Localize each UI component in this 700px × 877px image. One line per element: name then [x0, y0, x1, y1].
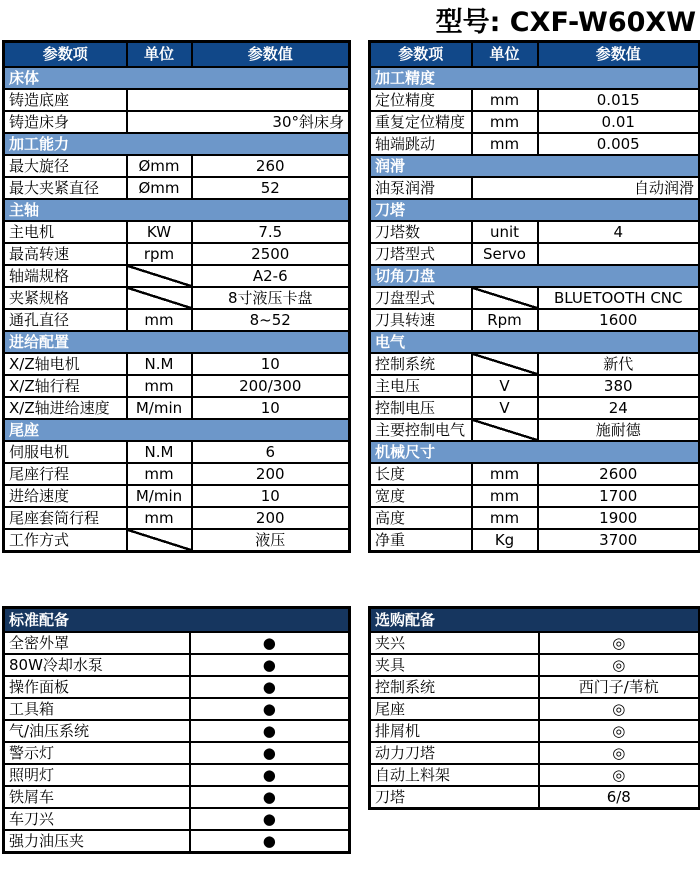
parameter-name: 通孔直径	[4, 309, 127, 331]
table-row	[4, 507, 350, 529]
table-row	[370, 786, 700, 809]
parameter-name: 最高转速	[4, 243, 127, 265]
parameter-value: 2500	[192, 243, 350, 265]
model-title: 型号: CXF-W60XW	[435, 7, 696, 38]
equipment-name: 警示灯	[4, 742, 190, 764]
equipment-name: 照明灯	[4, 764, 190, 786]
table-row	[4, 830, 350, 853]
parameter-unit: N.M	[127, 441, 192, 463]
parameter-unit: Rpm	[472, 309, 538, 331]
equipment-mark: ●	[190, 830, 350, 853]
left-spec-body	[4, 67, 350, 552]
equipment-name: 刀塔	[370, 786, 539, 809]
parameter-value: 1600	[538, 309, 700, 331]
table-row	[370, 632, 700, 654]
table-row	[370, 463, 700, 485]
table-row	[4, 441, 350, 463]
parameter-value: 24	[538, 397, 700, 419]
parameter-name: 定位精度	[370, 89, 472, 111]
equipment-mark: ●	[190, 632, 350, 654]
parameter-value: 380	[538, 375, 700, 397]
parameter-value: 0.005	[538, 133, 700, 155]
parameter-name: X/Z轴进给速度	[4, 397, 127, 419]
right-spec-table	[368, 40, 700, 553]
parameter-value: 200/300	[192, 375, 350, 397]
parameter-unit: N.M	[127, 353, 192, 375]
equipment-mark: ●	[190, 676, 350, 698]
parameter-value: 施耐德	[538, 419, 700, 441]
parameter-name: 铸造底座	[4, 89, 127, 111]
equipment-mark: ◎	[539, 742, 700, 764]
table-row	[370, 485, 700, 507]
standard-equipment-table	[2, 606, 351, 854]
parameter-name: 最大旋径	[4, 155, 127, 177]
table-row	[370, 89, 700, 111]
section-label: 加工能力	[4, 133, 350, 155]
parameter-value: 0.01	[538, 111, 700, 133]
parameter-value: 200	[192, 507, 350, 529]
parameter-value: 6	[192, 441, 350, 463]
parameter-name: 宽度	[370, 485, 472, 507]
table-row	[370, 353, 700, 375]
parameter-name: 夹紧规格	[4, 287, 127, 309]
section-label: 切角刀盘	[370, 265, 700, 287]
equipment-name: 全密外罩	[4, 632, 190, 654]
table-row	[4, 463, 350, 485]
parameter-name: 伺服电机	[4, 441, 127, 463]
table-row	[370, 221, 700, 243]
parameter-unit: mm	[472, 111, 538, 133]
section-label: 加工精度	[370, 67, 700, 89]
parameter-value: 2600	[538, 463, 700, 485]
optional-equipment-table	[368, 606, 700, 810]
section-label: 电气	[370, 331, 700, 353]
col-header-unit: 单位	[472, 42, 538, 67]
parameter-value: 新代	[538, 353, 700, 375]
unit-not-applicable-diagonal	[127, 287, 192, 309]
parameter-unit: mm	[472, 133, 538, 155]
parameter-name: 净重	[370, 529, 472, 552]
parameter-name: 轴端规格	[4, 265, 127, 287]
table-row	[4, 786, 350, 808]
table-row	[4, 764, 350, 786]
header-row	[4, 608, 350, 632]
header-row	[370, 608, 700, 632]
table-row	[370, 419, 700, 441]
equipment-mark: ◎	[539, 720, 700, 742]
col-header-value: 参数值	[192, 42, 350, 67]
parameter-value: BLUETOOTH CNC	[538, 287, 700, 309]
parameter-name: 主电机	[4, 221, 127, 243]
parameter-name: 尾座行程	[4, 463, 127, 485]
table-row	[4, 375, 350, 397]
equipment-mark: ●	[190, 720, 350, 742]
table-row	[370, 243, 700, 265]
section-row	[370, 199, 700, 221]
parameter-value: 8~52	[192, 309, 350, 331]
equipment-name: 夹兴	[370, 632, 539, 654]
parameter-unit: mm	[472, 485, 538, 507]
parameter-name: 重复定位精度	[370, 111, 472, 133]
parameter-name: 刀盘型式	[370, 287, 472, 309]
equipment-mark: ●	[190, 698, 350, 720]
unit-not-applicable-diagonal	[127, 265, 192, 287]
col-header-parameter: 参数项	[4, 42, 127, 67]
table-row	[4, 742, 350, 764]
equipment-mark: ●	[190, 764, 350, 786]
standard-equipment-body	[4, 632, 350, 853]
unit-not-applicable-diagonal	[127, 529, 192, 552]
parameter-value: 10	[192, 397, 350, 419]
table-row	[4, 265, 350, 287]
optional-equipment-header: 选购配备	[370, 608, 700, 632]
table-row	[4, 720, 350, 742]
section-row	[4, 67, 350, 89]
section-label: 尾座	[4, 419, 350, 441]
col-header-value: 参数值	[538, 42, 700, 67]
equipment-mark: ◎	[539, 632, 700, 654]
parameter-unit: KW	[127, 221, 192, 243]
section-row	[370, 155, 700, 177]
equipment-name: 车刀兴	[4, 808, 190, 830]
parameter-value	[127, 89, 350, 111]
table-row	[4, 353, 350, 375]
section-label: 润滑	[370, 155, 700, 177]
equipment-name: 控制系统	[370, 676, 539, 698]
parameter-name: 主电压	[370, 375, 472, 397]
table-row	[370, 698, 700, 720]
equipment-mark: ●	[190, 654, 350, 676]
section-label: 主轴	[4, 199, 350, 221]
parameter-name: 主要控制电气	[370, 419, 472, 441]
parameter-value: 7.5	[192, 221, 350, 243]
parameter-name: 控制电压	[370, 397, 472, 419]
parameter-name: 工作方式	[4, 529, 127, 552]
table-row	[370, 133, 700, 155]
parameter-name: 控制系统	[370, 353, 472, 375]
table-row	[4, 654, 350, 676]
parameter-name: 刀具转速	[370, 309, 472, 331]
table-row	[4, 177, 350, 199]
table-row	[370, 287, 700, 309]
section-label: 床体	[4, 67, 350, 89]
section-row	[370, 265, 700, 287]
header-row	[370, 42, 700, 67]
table-row	[4, 698, 350, 720]
parameter-unit: V	[472, 375, 538, 397]
section-label: 刀塔	[370, 199, 700, 221]
parameter-value: 1900	[538, 507, 700, 529]
parameter-name: 高度	[370, 507, 472, 529]
parameter-unit: mm	[127, 463, 192, 485]
parameter-name: 轴端跳动	[370, 133, 472, 155]
parameter-name: 刀塔数	[370, 221, 472, 243]
section-row	[4, 199, 350, 221]
parameter-value: 0.015	[538, 89, 700, 111]
equipment-mark: ◎	[539, 698, 700, 720]
col-header-parameter: 参数项	[370, 42, 472, 67]
table-row	[370, 507, 700, 529]
table-row	[370, 177, 700, 199]
parameter-unit: mm	[472, 507, 538, 529]
parameter-name: 尾座套筒行程	[4, 507, 127, 529]
table-row	[4, 243, 350, 265]
equipment-name: 尾座	[370, 698, 539, 720]
section-label: 机械尺寸	[370, 441, 700, 463]
parameter-unit: mm	[472, 89, 538, 111]
table-row	[370, 676, 700, 698]
equipment-name: 操作面板	[4, 676, 190, 698]
equipment-name: 排屑机	[370, 720, 539, 742]
equipment-name: 自动上料架	[370, 764, 539, 786]
parameter-value: 10	[192, 353, 350, 375]
parameter-unit: M/min	[127, 485, 192, 507]
equipment-name: 夹具	[370, 654, 539, 676]
equipment-mark: ●	[190, 742, 350, 764]
parameter-value: A2-6	[192, 265, 350, 287]
parameter-value: 液压	[192, 529, 350, 552]
parameter-value: 1700	[538, 485, 700, 507]
table-row	[370, 375, 700, 397]
left-spec-table	[2, 40, 351, 553]
parameter-name: 铸造床身	[4, 111, 127, 133]
table-row	[4, 287, 350, 309]
unit-not-applicable-diagonal	[472, 419, 538, 441]
table-row	[370, 397, 700, 419]
section-row	[4, 331, 350, 353]
standard-equipment-header: 标准配备	[4, 608, 350, 632]
parameter-value: 30°斜床身	[127, 111, 350, 133]
section-row	[370, 441, 700, 463]
equipment-mark: ●	[190, 808, 350, 830]
parameter-value: 自动润滑	[472, 177, 700, 199]
parameter-unit: Ømm	[127, 177, 192, 199]
parameter-unit: Kg	[472, 529, 538, 552]
unit-not-applicable-diagonal	[472, 287, 538, 309]
table-row	[4, 221, 350, 243]
equipment-name: 工具箱	[4, 698, 190, 720]
parameter-name: 油泵润滑	[370, 177, 472, 199]
table-row	[4, 485, 350, 507]
header-row	[4, 42, 350, 67]
equipment-mark: ◎	[539, 654, 700, 676]
parameter-name: X/Z轴电机	[4, 353, 127, 375]
parameter-value: 3700	[538, 529, 700, 552]
col-header-unit: 单位	[127, 42, 192, 67]
parameter-name: 长度	[370, 463, 472, 485]
section-label: 进给配置	[4, 331, 350, 353]
equipment-name: 铁屑车	[4, 786, 190, 808]
parameter-value: 4	[538, 221, 700, 243]
table-row	[4, 397, 350, 419]
table-row	[370, 764, 700, 786]
section-row	[370, 331, 700, 353]
table-row	[4, 155, 350, 177]
unit-not-applicable-diagonal	[472, 353, 538, 375]
equipment-mark: ◎	[539, 764, 700, 786]
equipment-name: 80W冷却水泵	[4, 654, 190, 676]
table-row	[4, 529, 350, 552]
table-row	[370, 111, 700, 133]
equipment-name: 强力油压夹	[4, 830, 190, 853]
parameter-unit: mm	[127, 507, 192, 529]
equipment-mark: 西门子/苇杭	[539, 676, 700, 698]
equipment-name: 气/油压系统	[4, 720, 190, 742]
parameter-value: 260	[192, 155, 350, 177]
table-row	[370, 309, 700, 331]
parameter-name: 刀塔型式	[370, 243, 472, 265]
parameter-unit: rpm	[127, 243, 192, 265]
table-row	[4, 89, 350, 111]
parameter-name: X/Z轴行程	[4, 375, 127, 397]
parameter-value: 10	[192, 485, 350, 507]
optional-equipment-body	[370, 632, 700, 809]
table-row	[4, 808, 350, 830]
parameter-value: 8寸液压卡盘	[192, 287, 350, 309]
table-row	[4, 676, 350, 698]
parameter-unit: V	[472, 397, 538, 419]
table-row	[4, 309, 350, 331]
parameter-value: 52	[192, 177, 350, 199]
section-row	[370, 67, 700, 89]
parameter-unit: Ømm	[127, 155, 192, 177]
equipment-name: 动力刀塔	[370, 742, 539, 764]
table-row	[4, 111, 350, 133]
parameter-value	[538, 243, 700, 265]
parameter-unit: mm	[127, 375, 192, 397]
parameter-unit: unit	[472, 221, 538, 243]
table-row	[370, 720, 700, 742]
table-row	[370, 742, 700, 764]
parameter-unit: mm	[472, 463, 538, 485]
parameter-value: 200	[192, 463, 350, 485]
equipment-mark: ●	[190, 786, 350, 808]
parameter-unit: mm	[127, 309, 192, 331]
parameter-unit: M/min	[127, 397, 192, 419]
section-row	[4, 419, 350, 441]
parameter-name: 进给速度	[4, 485, 127, 507]
right-spec-body	[370, 67, 700, 552]
equipment-mark: 6/8	[539, 786, 700, 809]
section-row	[4, 133, 350, 155]
parameter-unit: Servo	[472, 243, 538, 265]
table-row	[4, 632, 350, 654]
table-row	[370, 654, 700, 676]
table-row	[370, 529, 700, 552]
parameter-name: 最大夹紧直径	[4, 177, 127, 199]
